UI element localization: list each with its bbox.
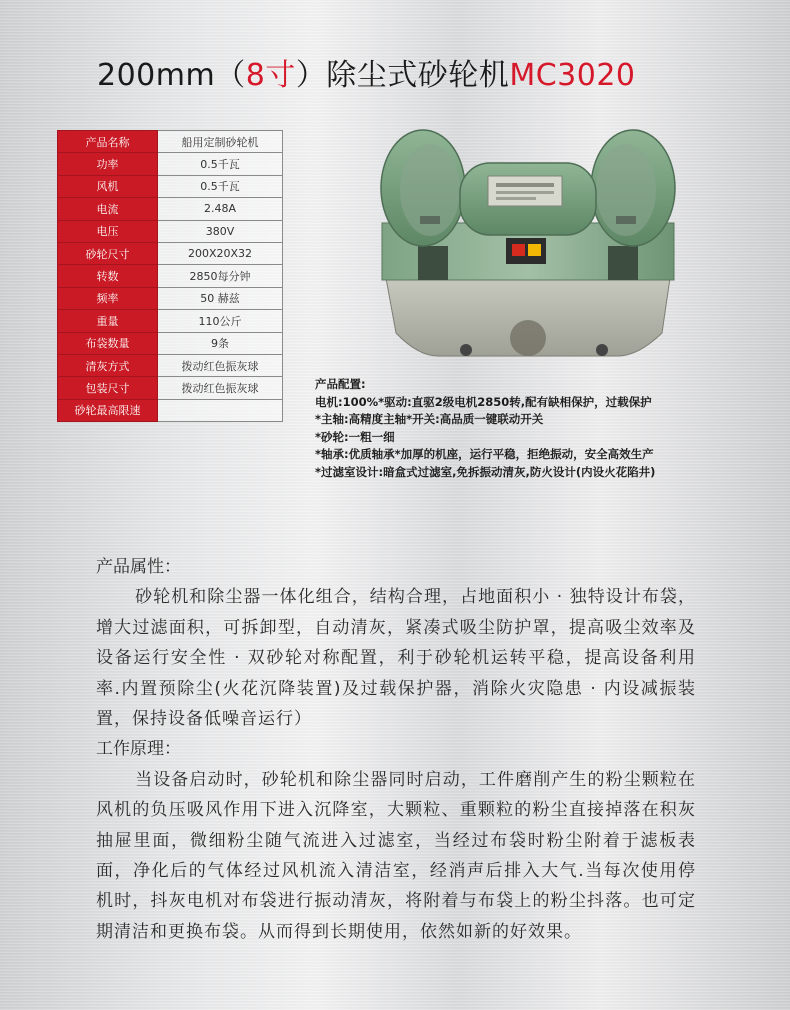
config-line: *砂轮:一粗一细 bbox=[315, 429, 395, 444]
table-row bbox=[58, 287, 283, 309]
spec-value bbox=[158, 399, 283, 421]
spec-value: 380V bbox=[158, 220, 283, 242]
spec-value: 2850每分钟 bbox=[158, 265, 283, 287]
spec-value: 50 赫兹 bbox=[158, 287, 283, 309]
spec-value: 9条 bbox=[158, 332, 283, 354]
product-photo bbox=[378, 128, 678, 366]
table-row bbox=[58, 220, 283, 242]
title-middle: ）除尘式砂轮机 bbox=[295, 58, 510, 93]
spec-key: 转数 bbox=[58, 265, 158, 287]
spec-key: 风机 bbox=[58, 175, 158, 197]
spec-key: 电压 bbox=[58, 220, 158, 242]
table-row bbox=[58, 354, 283, 376]
config-line: *过滤室设计:暗盒式过滤室,免拆振动清灰,防火设计(内设火花陷井) bbox=[315, 464, 656, 479]
title-model: MC3020 bbox=[509, 58, 636, 93]
spec-value: 拨动红色振灰球 bbox=[158, 354, 283, 376]
spec-key: 产品名称 bbox=[58, 131, 158, 153]
spec-value: 0.5千瓦 bbox=[158, 153, 283, 175]
config-section bbox=[315, 376, 755, 481]
table-row bbox=[58, 175, 283, 197]
spec-key: 包装尺寸 bbox=[58, 377, 158, 399]
title-prefix: 200mm（ bbox=[97, 58, 246, 93]
spec-key: 砂轮尺寸 bbox=[58, 242, 158, 264]
spec-value: 2.48A bbox=[158, 198, 283, 220]
spec-key: 清灰方式 bbox=[58, 354, 158, 376]
spec-key: 布袋数量 bbox=[58, 332, 158, 354]
spec-value: 船用定制砂轮机 bbox=[158, 131, 283, 153]
config-line: 电机:100%*驱动:直驱2级电机2850转,配有缺相保护，过载保护 bbox=[315, 394, 652, 409]
attributes-body: 砂轮机和除尘器一体化组合，结构合理，占地面积小 · 独特设计布袋，增大过滤面积，可拆卸型，自动清灰，紧凑式吸尘防护罩，提高吸尘效率及设备运行安全性 · 双砂轮对称配置，利于砂轮机运转平稳，提高设备利用率.内置预除尘(火花沉降装置)及过载保护器，消除火灾隐患 · 内设减振装置，保持设备低噪音运行） bbox=[96, 587, 696, 730]
spec-key: 功率 bbox=[58, 153, 158, 175]
table-row bbox=[58, 131, 283, 153]
table-row bbox=[58, 265, 283, 287]
table-row bbox=[58, 310, 283, 332]
config-line: *轴承:优质轴承*加厚的机座，运行平稳，拒绝振动，安全高效生产 bbox=[315, 447, 654, 461]
attributes-heading: 产品属性： bbox=[96, 557, 181, 577]
table-row bbox=[58, 377, 283, 399]
table-row bbox=[58, 242, 283, 264]
config-heading: 产品配置: bbox=[315, 377, 366, 391]
title-highlight: 8寸 bbox=[245, 58, 296, 93]
table-row bbox=[58, 399, 283, 421]
spec-value: 0.5千瓦 bbox=[158, 175, 283, 197]
spec-value: 拨动红色振灰球 bbox=[158, 377, 283, 399]
spec-value: 200X20X32 bbox=[158, 242, 283, 264]
table-row bbox=[58, 198, 283, 220]
spec-key: 频率 bbox=[58, 287, 158, 309]
spec-key: 电流 bbox=[58, 198, 158, 220]
spec-table bbox=[57, 130, 283, 422]
spec-key: 砂轮最高限速 bbox=[58, 399, 158, 421]
principle-body: 当设备启动时，砂轮机和除尘器同时启动，工件磨削产生的粉尘颗粒在风机的负压吸风作用下进入沉降室，大颗粒、重颗粒的粉尘直接掉落在积灰抽屉里面，微细粉尘随气流进入过滤室，当经过布袋时粉尘附着于滤板表面，净化后的气体经过风机流入清洁室，经消声后排入大气.当每次使用停机时，抖灰电机对布袋进行振动清灰，将附着与布袋上的粉尘抖落。也可定期清洁和更换布袋。从而得到长期使用，依然如新的好效果。 bbox=[96, 769, 696, 942]
config-line: *主轴:高精度主轴*开关:高品质一键联动开关 bbox=[315, 412, 544, 426]
principle-heading: 工作原理： bbox=[96, 739, 181, 760]
spec-key: 重量 bbox=[58, 310, 158, 332]
page-title bbox=[97, 50, 636, 94]
table-row bbox=[58, 153, 283, 175]
description-section bbox=[96, 552, 696, 947]
spec-value: 110公斤 bbox=[158, 310, 283, 332]
table-row bbox=[58, 332, 283, 354]
